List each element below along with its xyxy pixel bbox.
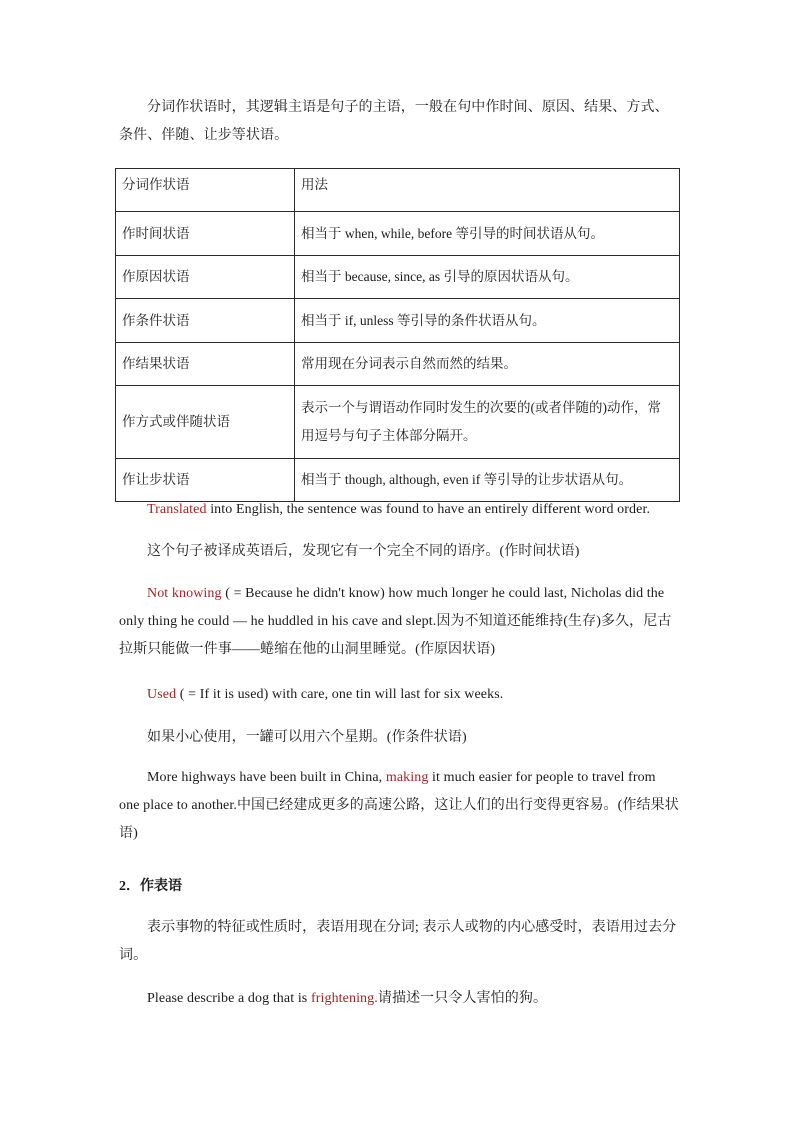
table-header-cell: 分词作状语 [116, 169, 295, 212]
table-cell-type: 作原因状语 [116, 256, 295, 299]
section-description: 表示事物的特征或性质时，表语用现在分词; 表示人或物的内心感受时，表语用过去分词。 [119, 920, 677, 963]
table-cell-type: 作让步状语 [116, 459, 295, 502]
table-cell-usage: 相当于 though, although, even if 等引导的让步状语从句。 [295, 459, 680, 502]
participle-usage-table [115, 168, 680, 502]
example-sentence [119, 985, 679, 1013]
table-header-cell: 用法 [295, 169, 680, 212]
table-row [116, 386, 680, 459]
section-heading: 2．作表语 [119, 879, 182, 894]
sentence-text: More highways have been built in China, [147, 770, 386, 785]
table-row [116, 343, 680, 386]
table-cell-type: 作条件状语 [116, 299, 295, 343]
table-cell-usage: 相当于 when, while, before 等引导的时间状语从句。 [295, 212, 680, 256]
table-cell-usage: 相当于 because, since, as 引导的原因状语从句。 [295, 256, 680, 299]
table-cell-usage: 相当于 if, unless 等引导的条件状语从句。 [295, 299, 680, 343]
table-cell-type: 作结果状语 [116, 343, 295, 386]
example-sentence [119, 681, 679, 709]
example-translation: 这个句子被译成英语后，发现它有一个完全不同的语序。(作时间状语) [147, 544, 580, 559]
table-row [116, 299, 680, 343]
table-cell-usage: 表示一个与谓语动作同时发生的次要的(或者伴随的)动作，常用逗号与句子主体部分隔开。 [295, 386, 680, 459]
sentence-text: into English, the sentence was found to have an entirely different word order. [206, 502, 651, 517]
sentence-text: Please describe a dog that is [147, 991, 311, 1006]
table-row [116, 256, 680, 299]
sentence-text: 请描述一只令人害怕的狗。 [377, 991, 548, 1006]
example-sentence [119, 580, 679, 664]
highlighted-participle: Translated [147, 502, 207, 517]
example-sentence [119, 764, 679, 848]
sentence-text: it much easier for people to travel from one place to another.中国已经建成更多的高速公路，这让人们的出行变得更容易。(作结果状语) [119, 770, 679, 841]
example-translation: 如果小心使用，一罐可以用六个星期。(作条件状语) [147, 730, 467, 745]
highlighted-participle: Used [147, 687, 177, 702]
table-header-row [116, 169, 680, 212]
sentence-text: ( = If it is used) with care, one tin will last for six weeks. [176, 687, 504, 702]
highlighted-participle: frightening. [310, 991, 378, 1006]
example-sentence [119, 496, 679, 524]
table-cell-type: 作方式或伴随状语 [116, 386, 295, 459]
sentence-text: ( = Because he didn't know) how much longer he could last, Nicholas did the only thing he could — he huddled in his cave and slept.因为不知道还能维持(生存)多久，尼古拉斯只能做一件事——蜷缩在他的山洞里睡觉。(作原因状语) [119, 586, 672, 657]
table-row [116, 212, 680, 256]
highlighted-participle: Not knowing [147, 586, 222, 601]
table-cell-type: 作时间状语 [116, 212, 295, 256]
highlighted-participle: making [385, 770, 429, 785]
table-cell-usage: 常用现在分词表示自然而然的结果。 [295, 343, 680, 386]
intro-paragraph: 分词作状语时，其逻辑主语是句子的主语，一般在句中作时间、原因、结果、方式、条件、伴随、让步等状语。 [119, 100, 669, 143]
